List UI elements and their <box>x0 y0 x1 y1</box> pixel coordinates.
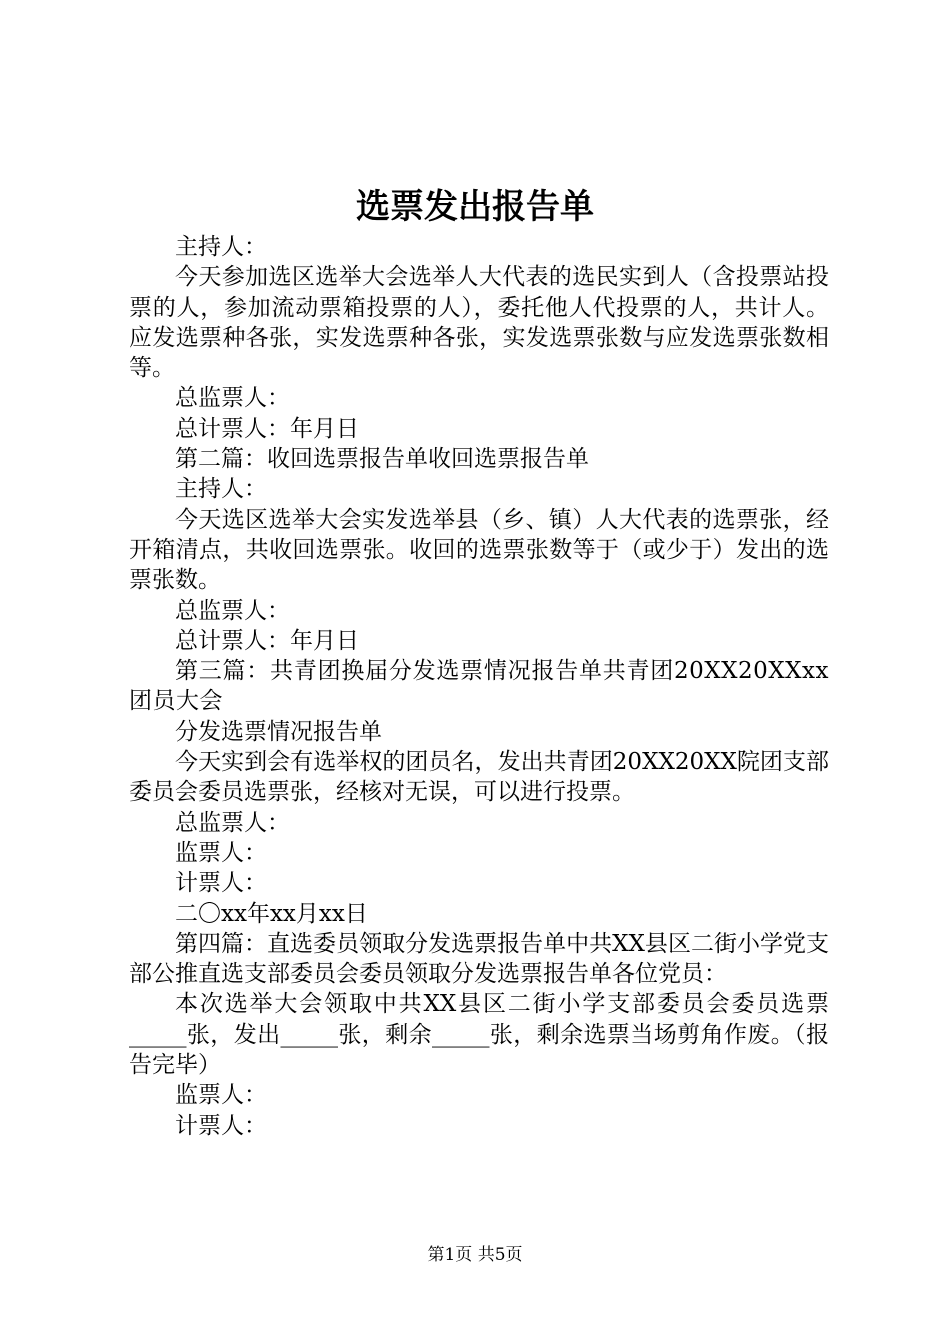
paragraph: 主持人： <box>175 476 267 503</box>
paragraph: 总监票人： <box>175 809 290 836</box>
paragraph: 二〇xx年xx月xx日 <box>175 900 368 927</box>
document-body <box>129 232 829 1141</box>
paragraph: 主持人： <box>175 234 267 260</box>
paragraph: 今天参加选区选举大会选举人大代表的选民实到人（含投票站投票的人，参加流动票箱投票的人），委托他人代投票的人，共计人。应发选票种各张，实发选票种各张，实发选票张数与应发选票张数相等。 <box>129 264 829 382</box>
paragraph: 今天选区选举大会实发选举县（乡、镇）人大代表的选票张，经开箱清点，共收回选票张。收回的选票张数等于（或少于）发出的选票张数。 <box>129 506 829 594</box>
paragraph: 本次选举大会领取中共XX县区二街小学支部委员会委员选票_____张，发出_____张，剩余_____张，剩余选票当场剪角作废。（报告完毕） <box>129 991 829 1079</box>
section-heading: 第二篇：收回选票报告单收回选票报告单 <box>175 446 589 473</box>
document-title: 选票发出报告单 <box>356 187 594 227</box>
section-heading: 第三篇：共青团换届分发选票情况报告单共青团20XX20XXxx团员大会 <box>129 658 829 715</box>
paragraph: 总计票人：年月日 <box>175 415 359 442</box>
paragraph: 分发选票情况报告单 <box>175 718 382 745</box>
paragraph: 总监票人： <box>175 385 290 412</box>
paragraph: 监票人： <box>175 1082 267 1109</box>
paragraph: 计票人： <box>175 870 267 897</box>
section-heading: 第四篇：直选委员领取分发选票报告单中共XX县区二街小学党支部公推直选支部委员会委员领取分发选票报告单各位党员： <box>129 930 829 988</box>
paragraph: 总监票人： <box>175 597 290 624</box>
paragraph: 总计票人：年月日 <box>175 627 359 654</box>
paragraph: 监票人： <box>175 839 267 866</box>
paragraph: 计票人： <box>175 1112 267 1139</box>
paragraph: 今天实到会有选举权的团员名，发出共青团20XX20XX院团支部委员会委员选票张，经核对无误，可以进行投票。 <box>129 749 829 806</box>
page-indicator: 第1页 共5页 <box>427 1245 523 1265</box>
